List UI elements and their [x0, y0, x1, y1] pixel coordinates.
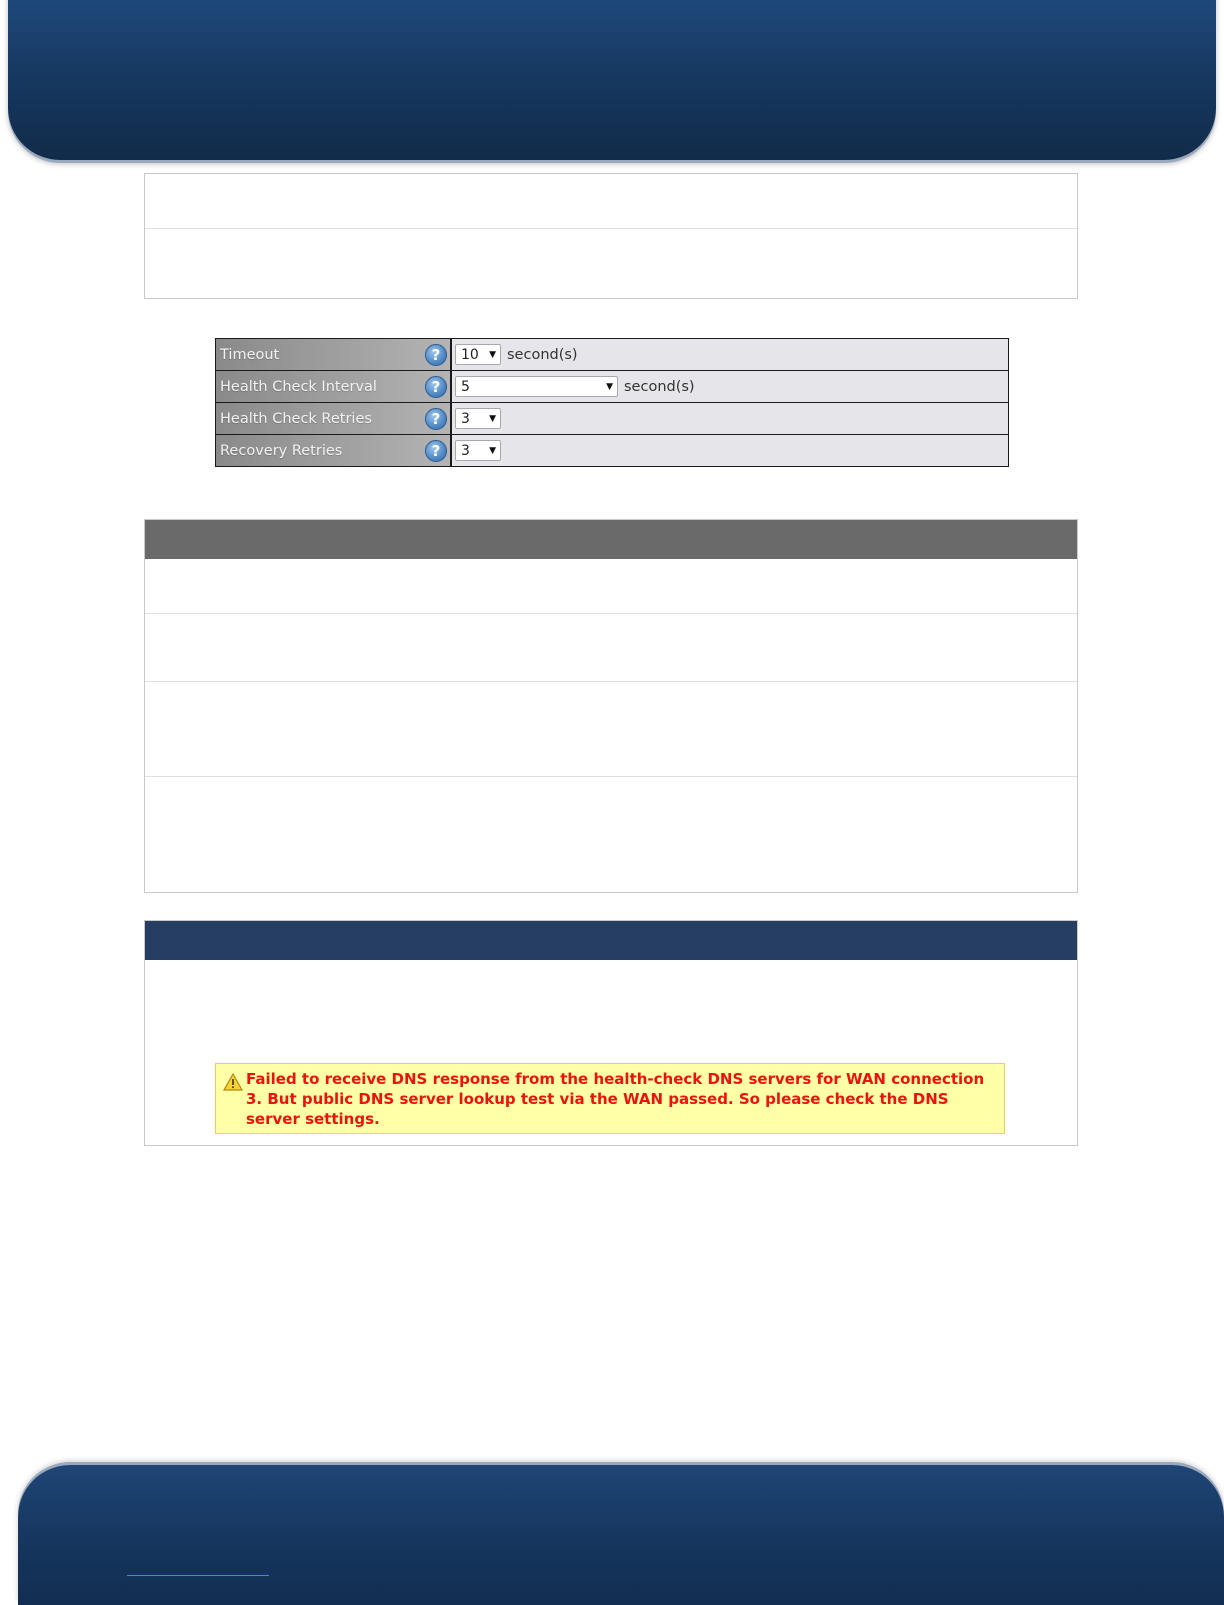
info-row [145, 682, 1077, 777]
selected-value: 5 [461, 378, 470, 395]
dns-warning-message [215, 1063, 1005, 1134]
dropdown-arrow-icon: ▼ [489, 349, 496, 360]
header-banner [8, 0, 1216, 160]
setting-value-cell [452, 403, 1008, 434]
unit-label: second(s) [624, 378, 695, 395]
setting-label-cell [216, 403, 450, 434]
help-icon[interactable]: ? [425, 440, 447, 462]
setting-label-cell [216, 435, 450, 466]
setting-row-timeout [216, 339, 1008, 370]
info-box-middle [144, 519, 1078, 893]
setting-label-cell [216, 339, 450, 370]
warning-text: Failed to receive DNS response from the health-check DNS servers for WAN connection 3. But public DNS server lookup test via the WAN passed. So please check the DNS server settings. [246, 1070, 985, 1128]
dropdown-arrow-icon: ▼ [489, 413, 496, 424]
help-icon[interactable]: ? [425, 408, 447, 430]
info-row [145, 174, 1077, 229]
warning-triangle-icon [223, 1073, 243, 1091]
setting-label: Timeout [220, 346, 280, 363]
setting-value-cell [452, 371, 1008, 402]
info-row [145, 229, 1077, 298]
footer-link-underline [127, 1575, 269, 1576]
setting-value-cell [452, 435, 1008, 466]
setting-label: Health Check Retries [220, 410, 372, 427]
table-header-bar [145, 520, 1077, 559]
dropdown-arrow-icon: ▼ [606, 381, 613, 392]
help-icon[interactable]: ? [425, 376, 447, 398]
table-header-bar [145, 921, 1077, 960]
timeout-select[interactable] [455, 344, 501, 365]
setting-label: Health Check Interval [220, 378, 377, 395]
setting-row-retries [216, 403, 1008, 434]
dropdown-arrow-icon: ▼ [489, 445, 496, 456]
health-check-settings-table [215, 338, 1009, 467]
setting-label: Recovery Retries [220, 442, 343, 459]
setting-value-cell [452, 339, 1008, 370]
footer-banner [18, 1465, 1224, 1605]
interval-select[interactable] [455, 376, 618, 397]
info-row [145, 559, 1077, 614]
info-box-top [144, 173, 1078, 299]
setting-row-interval [216, 371, 1008, 402]
setting-row-recovery [216, 435, 1008, 466]
recovery-retries-select[interactable] [455, 440, 501, 461]
selected-value: 10 [461, 346, 479, 363]
unit-label: second(s) [507, 346, 578, 363]
help-icon[interactable]: ? [425, 344, 447, 366]
health-check-retries-select[interactable] [455, 408, 501, 429]
info-row [145, 614, 1077, 682]
setting-label-cell [216, 371, 450, 402]
info-row [145, 777, 1077, 892]
selected-value: 3 [461, 442, 470, 459]
selected-value: 3 [461, 410, 470, 427]
